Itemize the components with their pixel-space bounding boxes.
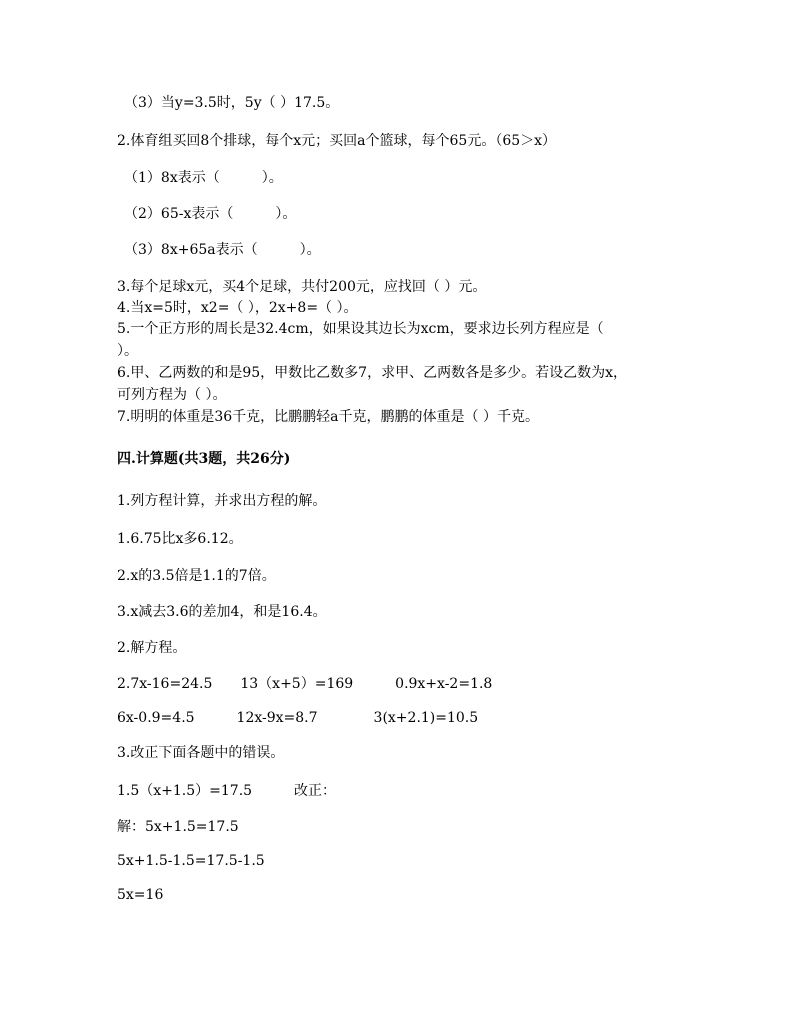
q3-sub3-line: （3）当y=3.5时，5y（ ）17.5。 <box>124 95 340 111</box>
calc-1-item2: 2.x的3.5倍是1.1的7倍。 <box>117 568 276 584</box>
question-6: 6.甲、乙两数的和是95，甲数比乙数多7，求甲、乙两数各是多少。若设乙数为x， <box>117 365 627 381</box>
question-2-sub1: （1）8x表示（ ）。 <box>124 170 283 186</box>
question-6-cont: 可列方程为（ ）。 <box>117 387 227 403</box>
calc-3-equation: 1.5（x+1.5）=17.5 改正： <box>117 783 337 799</box>
calc-2-title: 2.解方程。 <box>117 640 187 656</box>
calc-2-row1: 2.7x-16=24.5 13（x+5）=169 0.9x+x-2=1.8 <box>117 676 493 692</box>
question-2: 2.体育组买回8个排球，每个x元；买回a个篮球，每个65元。（65＞x） <box>117 133 557 149</box>
calc-3-step3: 5x=16 <box>117 887 164 903</box>
question-3: 3.每个足球x元，买4个足球，共付200元，应找回（ ）元。 <box>117 279 487 295</box>
question-5-cont: ）。 <box>117 343 138 359</box>
question-2-sub3: （3）8x+65a表示（ ）。 <box>124 242 321 258</box>
calc-3-step2: 5x+1.5-1.5=17.5-1.5 <box>117 853 265 869</box>
calc-1-item1: 1.6.75比x多6.12。 <box>117 531 243 547</box>
question-4: 4.当x=5时，x2=（ ），2x+8=（ ）。 <box>117 300 358 316</box>
calc-1-title: 1.列方程计算，并求出方程的解。 <box>117 493 327 509</box>
calc-1-item3: 3.x减去3.6的差加4，和是16.4。 <box>117 604 327 620</box>
calc-3-step1: 解：5x+1.5=17.5 <box>117 819 239 835</box>
calc-3-title: 3.改正下面各题中的错误。 <box>117 745 285 761</box>
question-7: 7.明明的体重是36千克，比鹏鹏轻a千克，鹏鹏的体重是（ ）千克。 <box>117 409 539 425</box>
calc-2-row2: 6x-0.9=4.5 12x-9x=8.7 3(x+2.1)=10.5 <box>117 710 479 726</box>
question-5: 5.一个正方形的周长是32.4cm，如果设其边长为xcm，要求边长列方程应是（ <box>117 321 604 337</box>
section-heading-calculation: 四.计算题(共3题，共26分) <box>117 451 291 467</box>
question-2-sub2: （2）65-x表示（ ）。 <box>124 206 297 222</box>
